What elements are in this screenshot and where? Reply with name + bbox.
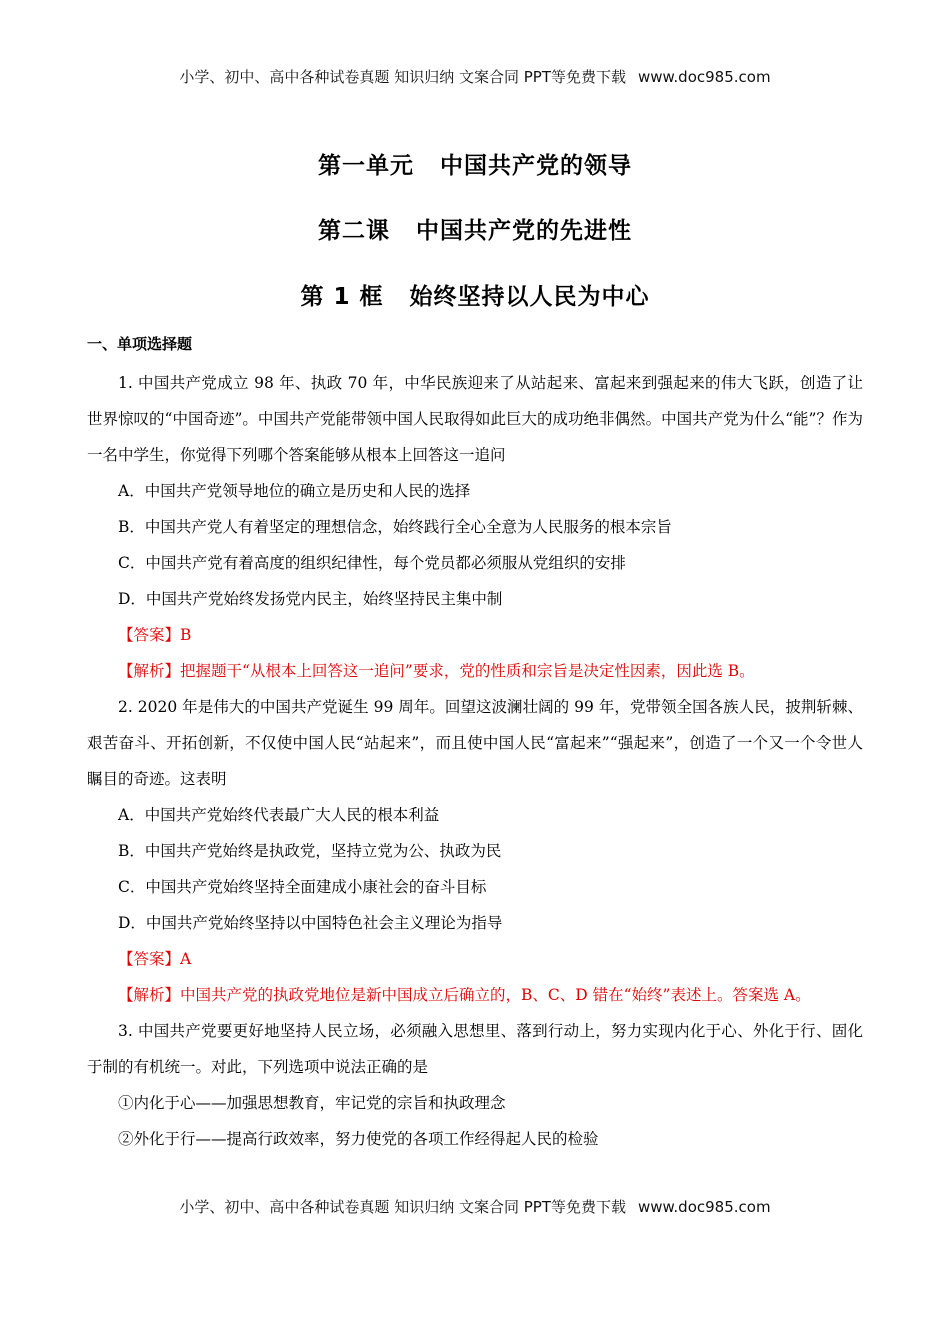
footer-banner-text: 小学、初中、高中各种试卷真题 知识归纳 文案合同 PPT等免费下载	[179, 1198, 626, 1216]
question-2-explanation: 【解析】中国共产党的执政党地位是新中国成立后确立的，B、C、D 错在“始终”表述上。答案选 A。	[118, 986, 811, 1004]
question-2-option-c: C．中国共产党始终坚持全面建成小康社会的奋斗目标	[118, 878, 487, 896]
header-banner-url[interactable]: www.doc985.com	[637, 68, 771, 86]
question-1-answer: 【答案】B	[118, 626, 192, 644]
unit-title	[0, 147, 950, 180]
header-banner	[0, 66, 950, 87]
unit-name: 中国共产党的领导	[440, 153, 632, 179]
question-3-stem: 3. 中国共产党要更好地坚持人民立场，必须融入思想里、落到行动上，努力实现内化于心、外化于行、固化于制的有机统一。对此，下列选项中说法正确的是	[87, 1022, 863, 1076]
question-1-option-a: A．中国共产党领导地位的确立是历史和人民的选择	[118, 482, 471, 500]
lesson-name: 中国共产党的先进性	[416, 218, 632, 244]
question-3-option-2: ②外化于行——提高行政效率，努力使党的各项工作经得起人民的检验	[118, 1130, 599, 1148]
question-1-option-d: D．中国共产党始终发扬党内民主，始终坚持民主集中制	[118, 590, 503, 608]
question-2-stem: 2. 2020 年是伟大的中国共产党诞生 99 周年。回望这波澜壮阔的 99 年，党带领全国各族人民，披荆斩棘、艰苦奋斗、开拓创新，不仅使中国人民“站起来”，而且使中国人民“富起来”“强起来”，创造了一个又一个令世人瞩目的奇迹。这表明	[87, 698, 863, 788]
question-2-option-b: B．中国共产党始终是执政党，坚持立党为公、执政为民	[118, 842, 502, 860]
question-2-option-a: A．中国共产党始终代表最广大人民的根本利益	[118, 806, 440, 824]
footer-banner-url[interactable]: www.doc985.com	[637, 1198, 771, 1216]
question-1-option-c: C．中国共产党有着高度的组织纪律性，每个党员都必须服从党组织的安排	[118, 554, 626, 572]
question-2-option-d: D．中国共产党始终坚持以中国特色社会主义理论为指导	[118, 914, 503, 932]
question-2-answer: 【答案】A	[118, 950, 192, 968]
frame-label: 第 1 框	[300, 284, 384, 310]
question-1-option-b: B．中国共产党人有着坚定的理想信念，始终践行全心全意为人民服务的根本宗旨	[118, 518, 672, 536]
frame-title	[0, 278, 950, 311]
lesson-title	[0, 212, 950, 245]
unit-label: 第一单元	[318, 153, 414, 179]
question-1-stem: 1. 中国共产党成立 98 年、执政 70 年，中华民族迎来了从站起来、富起来到强起来的伟大飞跃，创造了让世界惊叹的“中国奇迹”。中国共产党能带领中国人民取得如此巨大的成功绝非偶然。中国共产党为什么“能”？作为一名中学生，你觉得下列哪个答案能够从根本上回答这一追问	[87, 374, 863, 464]
lesson-label: 第二课	[318, 218, 390, 244]
frame-name: 始终坚持以人民为中心	[409, 284, 650, 310]
question-3-option-1: ①内化于心——加强思想教育，牢记党的宗旨和执政理念	[118, 1094, 506, 1112]
section-heading: 一、单项选择题	[87, 335, 193, 353]
footer-banner	[0, 1196, 950, 1217]
header-banner-text: 小学、初中、高中各种试卷真题 知识归纳 文案合同 PPT等免费下载	[179, 68, 626, 86]
question-list	[87, 365, 863, 1157]
question-1-explanation: 【解析】把握题干“从根本上回答这一追问”要求，党的性质和宗旨是决定性因素，因此选 B。	[118, 662, 755, 680]
